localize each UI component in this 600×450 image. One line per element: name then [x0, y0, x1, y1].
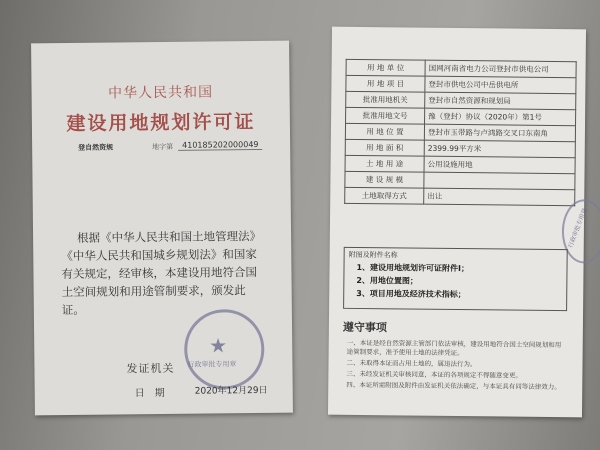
- certificate-title: 建设用地规划许可证: [66, 111, 256, 135]
- side-seal-text: 行政审批专用章: [567, 207, 589, 250]
- issuer-short: 登自然资规: [78, 143, 114, 152]
- info-value: 国网河南省电力公司登封市供电公司: [425, 60, 576, 78]
- issue-date: 2020年12月29日: [194, 385, 268, 397]
- info-value: 公用设施用地: [424, 156, 575, 174]
- info-value: 豫（登封）协议（2020年）第1号: [425, 108, 576, 126]
- notes-title: 遵守事项: [342, 320, 387, 335]
- info-value: 2399.99平方米: [424, 140, 575, 158]
- authority-label: 发证机关: [126, 361, 175, 376]
- info-label: 土 地 用 途: [345, 155, 424, 172]
- attachment-item: 3、项目用地及经济技术指标；: [356, 288, 466, 300]
- info-label: 用 地 面 积: [345, 139, 424, 156]
- attachments-box: [343, 247, 568, 311]
- info-label: 用 地 项 目: [346, 75, 425, 92]
- info-row: [345, 187, 575, 205]
- certificate-cover-page: [31, 41, 293, 416]
- info-value: [424, 172, 575, 190]
- seal-text: 行政审批专用章: [187, 360, 237, 369]
- attachment-item: 1、建设用地规划许可证附件I；: [356, 262, 470, 274]
- serial-label: 地字第: [152, 142, 174, 152]
- info-label: 用 地 位 置: [345, 123, 424, 140]
- note-item: 一、本证是经自然资源主管部门依法审核，建设用地符合国土空间规划和用途管制要求，准予使用土地的法律凭证。: [346, 338, 562, 358]
- info-value: 出让: [424, 188, 575, 206]
- info-value: 登封市玉带路与卢鸿路交叉口东南角: [424, 124, 575, 142]
- date-label: 日 期: [134, 387, 165, 400]
- info-label: 建 设 规 模: [345, 171, 424, 188]
- info-value: 登封市自然资源和规划局: [425, 92, 576, 110]
- serial-number: 410185202000049: [178, 140, 262, 151]
- attachment-item: 2、用地位置图；: [356, 275, 419, 286]
- note-item: 二、未取得本证而占用土地的，属违法行为。: [346, 358, 477, 369]
- info-label: 土地取得方式: [345, 187, 424, 204]
- land-info-table: [344, 59, 577, 206]
- certificate-body: 根据《中华人民共和国土地管理法》《中华人民共和国城乡规划法》和国家有关规定，经审核，本建设用地符合国土空间规划和用途管制要求，颁发此证。: [61, 228, 262, 318]
- note-item: 四、本证所需附图及附件由发证机关依法确定，与本证具有同等法律效力。: [346, 380, 561, 392]
- note-item: 三、未经发证机关审核同意，本证的各项规定不得随意变更。: [346, 369, 522, 380]
- info-value: 登封市供电公司中岳供电所: [425, 76, 576, 94]
- seal-star-icon: ★: [209, 333, 228, 358]
- info-label: 批准用地文号: [346, 107, 425, 124]
- info-label: 用 地 单 位: [346, 59, 425, 76]
- country-name: 中华人民共和国: [108, 84, 214, 102]
- attachments-title: 附图及附件名称: [348, 250, 398, 260]
- certificate-detail-page: [328, 27, 589, 418]
- info-label: 批准用地机关: [346, 91, 425, 108]
